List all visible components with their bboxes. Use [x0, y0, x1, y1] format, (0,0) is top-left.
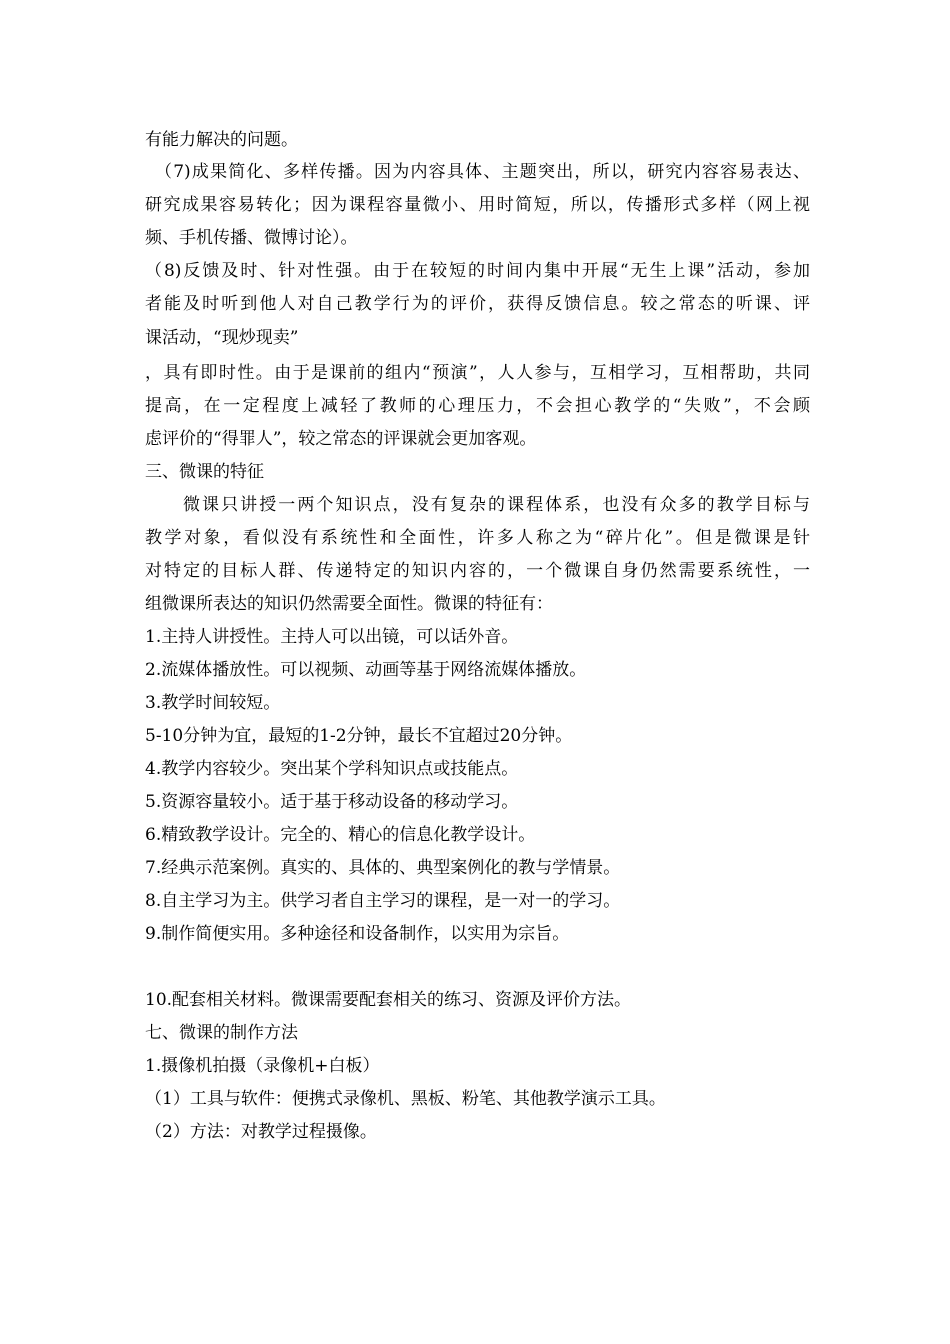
list-item: 2.流媒体播放性。可以视频、动画等基于网络流媒体播放。	[145, 660, 587, 680]
list-item: 6.精致教学设计。完全的、精心的信息化教学设计。	[145, 825, 536, 845]
text-line: 研究成果容易转化；因为课程容量微小、用时简短，所以，传播形式多样（网上视	[145, 195, 810, 215]
text-line: 提高，在一定程度上减轻了教师的心理压力，不会担心教学的“失败”，不会顾	[145, 396, 810, 416]
list-item: 9.制作简便实用。多种途径和设备制作，以实用为宗旨。	[145, 924, 570, 944]
list-item: 4.教学内容较少。突出某个学科知识点或技能点。	[145, 759, 519, 779]
text-line: （8)反馈及时、针对性强。由于在较短的时间内集中开展“无生上课”活动，参加	[145, 261, 810, 281]
text-line: 虑评价的“得罪人”，较之常态的评课就会更加客观。	[145, 429, 537, 449]
list-item: 3.教学时间较短。	[145, 693, 281, 713]
list-item: （1）工具与软件：便携式录像机、黑板、粉笔、其他教学演示工具。	[145, 1089, 666, 1109]
text-line: 5-10分钟为宜，最短的1-2分钟，最长不宜超过20分钟。	[145, 726, 573, 746]
text-line: 课活动，“现炒现卖”	[145, 328, 299, 348]
list-item: （2）方法：对教学过程摄像。	[145, 1122, 377, 1142]
text-line: 微课只讲授一两个知识点，没有复杂的课程体系，也没有众多的教学目标与	[183, 495, 810, 515]
text-line: 组微课所表达的知识仍然需要全面性。微课的特征有：	[145, 594, 553, 614]
text-line: 频、手机传播、微博讨论）。	[145, 228, 358, 248]
text-line: 教学对象，看似没有系统性和全面性，许多人称之为“碎片化”。但是微课是针	[145, 528, 810, 548]
list-item: 1.摄像机拍摄（录像机+白板）	[145, 1056, 380, 1076]
list-item: 1.主持人讲授性。主持人可以出镜，可以话外音。	[145, 627, 519, 647]
text-line: 者能及时听到他人对自己教学行为的评价，获得反馈信息。较之常态的听课、评	[145, 294, 810, 314]
list-item: 5.资源容量较小。适于基于移动设备的移动学习。	[145, 792, 519, 812]
text-line: ，具有即时性。由于是课前的组内“预演”，人人参与，互相学习，互相帮助，共同	[145, 363, 810, 383]
list-item: 7.经典示范案例。真实的、具体的、典型案例化的教与学情景。	[145, 858, 621, 878]
list-item: 10.配套相关材料。微课需要配套相关的练习、资源及评价方法。	[145, 990, 632, 1010]
text-line: 有能力解决的问题。	[145, 130, 298, 150]
section-heading: 七、微课的制作方法	[145, 1023, 298, 1043]
text-line: 对特定的目标人群、传递特定的知识内容的，一个微课自身仍然需要系统性，一	[145, 561, 810, 581]
section-heading: 三、微课的特征	[145, 462, 264, 482]
list-item: 8.自主学习为主。供学习者自主学习的课程，是一对一的学习。	[145, 891, 621, 911]
text-line: （7)成果简化、多样传播。因为内容具体、主题突出，所以，研究内容容易表达、	[155, 162, 810, 182]
